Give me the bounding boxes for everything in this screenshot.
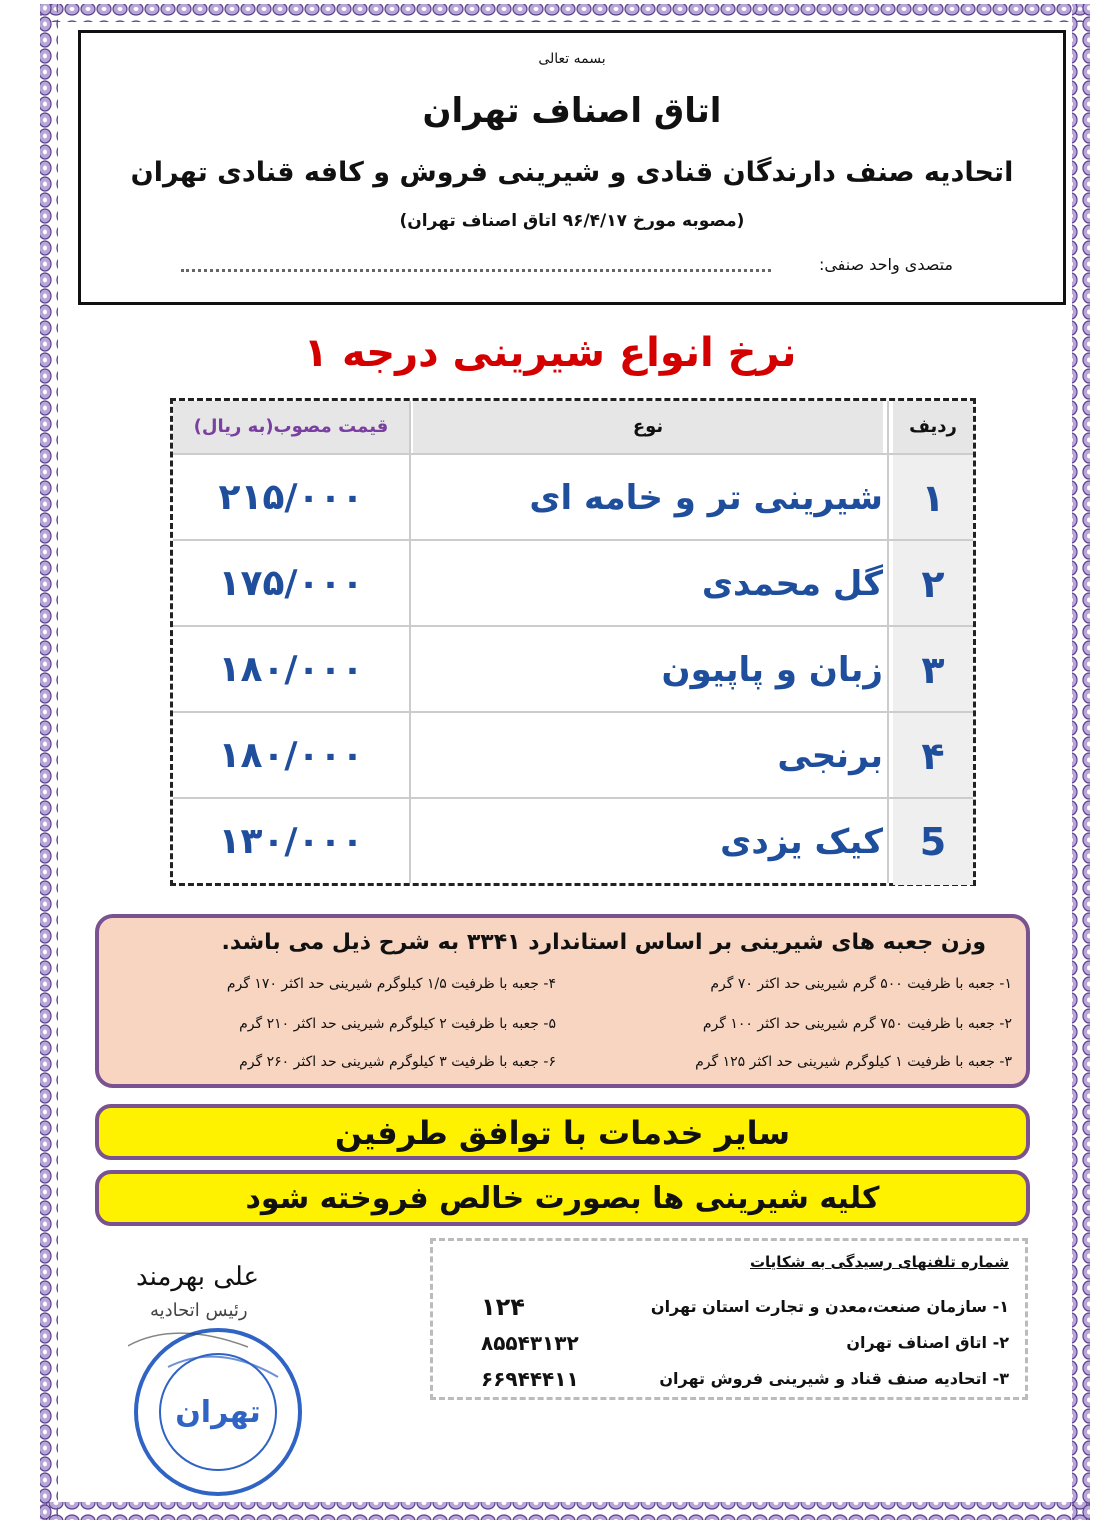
weight-item: ۶- جعبه با ظرفیت ۳ کیلوگرم شیرینی حد اکثر ۲۶۰ گرم: [239, 1054, 556, 1070]
union-seal-stamp: [128, 1322, 308, 1502]
row-price: ۱۸۰/۰۰۰: [218, 735, 364, 776]
header-type: نوع: [413, 401, 883, 453]
basmala: بسمه تعالی: [538, 51, 606, 67]
table-row: [173, 797, 973, 885]
phone-number: ۱۲۴: [481, 1293, 525, 1321]
row-type: کیک یزدی: [720, 822, 883, 862]
header-box: [78, 30, 1066, 305]
table-row: [173, 711, 973, 799]
phone-label: ۳- اتحادیه صنف قناد و شیرینی فروش تهران: [659, 1369, 1009, 1388]
org-title: اتاق اصناف تهران: [422, 91, 722, 131]
phone-label: ۲- اتاق اصناف تهران: [846, 1333, 1009, 1352]
weight-item: ۲- جعبه با ظرفیت ۷۵۰ گرم شیرینی حد اکثر ۱۰۰ گرم: [702, 1016, 1012, 1032]
union-title: اتحادیه صنف دارندگان قنادی و شیرینی فروش و کافه قنادی تهران: [130, 157, 1014, 188]
row-type: شیرینی تر و خامه ای: [529, 478, 883, 518]
weight-item: ۴- جعبه با ظرفیت ۱/۵ کیلوگرم شیرینی حد اکثر ۱۷۰ گرم: [226, 976, 556, 992]
manager-label: متصدی واحد صنفی:: [818, 255, 953, 274]
phone-label: ۱- سازمان صنعت،معدن و تجارت استان تهران: [650, 1297, 1009, 1316]
phone-number: ۶۶۹۴۴۴۱۱: [481, 1367, 579, 1391]
complaint-phones-box: [430, 1238, 1028, 1400]
header-row-number: ردیف: [893, 401, 973, 453]
signer-name: علی بهرمند: [136, 1262, 260, 1292]
row-price: ۱۷۵/۰۰۰: [218, 563, 364, 604]
weights-title: وزن جعبه های شیرینی بر اساس استاندارد ۳۳۴۱ به شرح ذیل می باشد.: [221, 930, 986, 955]
weight-item: ۵- جعبه با ظرفیت ۲ کیلوگرم شیرینی حد اکثر ۲۱۰ گرم: [239, 1016, 556, 1032]
column-divider: [409, 401, 411, 883]
weight-item: ۱- جعبه با ظرفیت ۵۰۰ گرم شیرینی حد اکثر ۷۰ گرم: [710, 976, 1012, 992]
row-type: برنجی: [777, 736, 883, 776]
row-type: زبان و پاپیون: [661, 650, 883, 690]
row-type: گل محمدی: [701, 564, 883, 604]
row-number: ۳: [893, 627, 973, 713]
price-title: نرخ انواع شیرینی درجه ۱: [303, 330, 797, 376]
phones-title: شماره تلفنهای رسیدگی به شکایات: [749, 1253, 1009, 1271]
weight-item: ۳- جعبه با ظرفیت ۱ کیلوگرم شیرینی حد اکثر ۱۲۵ گرم: [695, 1054, 1012, 1070]
approval-note: (مصوبه مورخ ۹۶/۴/۱۷ اتاق اصناف تهران): [399, 211, 745, 231]
services-banner: سایر خدمات با توافق طرفین: [95, 1104, 1030, 1160]
table-row: [173, 539, 973, 627]
column-divider: [887, 401, 889, 883]
row-number: ۱: [893, 455, 973, 541]
phone-number: ۸۵۵۴۳۱۳۲: [481, 1331, 579, 1355]
pure-sale-banner: کلیه شیرینی ها بصورت خالص فروخته شود: [95, 1170, 1030, 1226]
row-number: 5: [893, 799, 973, 885]
price-table: [170, 398, 976, 886]
row-number: ۴: [893, 713, 973, 799]
table-row: [173, 453, 973, 541]
seal-city-text: تهران: [175, 1395, 261, 1430]
row-price: ۱۳۰/۰۰۰: [218, 821, 364, 862]
header-price: قیمت مصوب(به ریال): [173, 401, 409, 453]
table-row: [173, 625, 973, 713]
row-price: ۱۸۰/۰۰۰: [218, 649, 364, 690]
row-price: ۲۱۵/۰۰۰: [218, 477, 364, 518]
signer-title: رئیس اتحادیه: [150, 1300, 248, 1321]
box-weight-standards: [95, 914, 1030, 1088]
manager-dotted-line: [181, 257, 771, 272]
row-number: ۲: [893, 541, 973, 627]
